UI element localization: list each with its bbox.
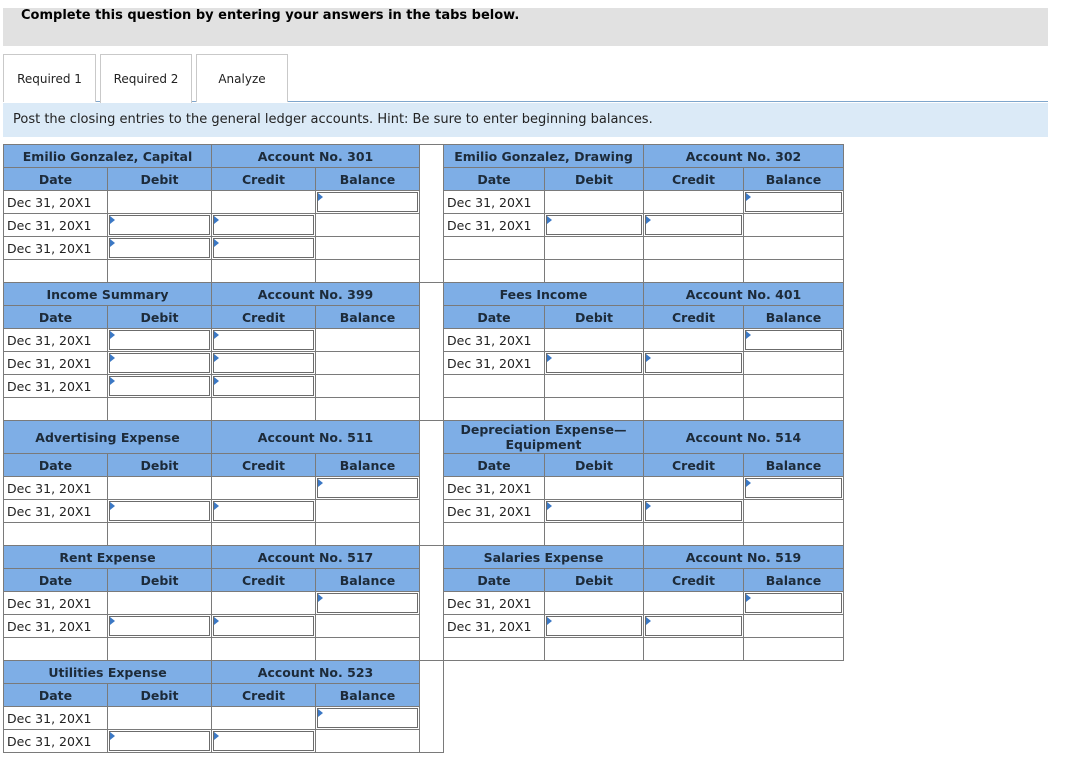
account-name: Salaries Expense — [443, 545, 644, 569]
input-marker-icon — [214, 502, 219, 510]
ledger-cell — [315, 637, 420, 661]
ledger-cell — [107, 397, 212, 421]
credit-header: Credit — [211, 683, 316, 707]
balance-header: Balance — [315, 453, 420, 477]
emilio-gonzalez-drawing-credit-input-row2[interactable] — [645, 215, 742, 235]
ledger-cell — [544, 591, 644, 615]
ledger-cell — [315, 522, 420, 546]
ledger-cell — [643, 522, 744, 546]
utilities-expense-debit-input-row2[interactable] — [109, 731, 210, 751]
emilio-gonzalez-capital-credit-input-row3[interactable] — [213, 238, 314, 258]
ledger-cell — [743, 499, 844, 523]
date-cell: Dec 31, 20X1 — [3, 499, 108, 523]
input-marker-icon — [110, 502, 115, 510]
balance-header: Balance — [743, 167, 844, 191]
input-marker-icon — [746, 594, 751, 602]
ledger-cell — [643, 637, 744, 661]
account-name: Income Summary — [3, 282, 212, 306]
date-header: Date — [443, 167, 545, 191]
ledger-cell — [643, 236, 744, 260]
ledger-cell — [315, 236, 420, 260]
date-cell: Dec 31, 20X1 — [3, 476, 108, 500]
ledger-cell — [315, 614, 420, 638]
date-header: Date — [3, 683, 108, 707]
input-marker-icon — [110, 216, 115, 224]
ledger-cell — [743, 213, 844, 237]
income-summary-debit-input-row2[interactable] — [109, 353, 210, 373]
instructions-banner — [3, 8, 1048, 46]
emilio-gonzalez-drawing-balance-input-row1[interactable] — [745, 192, 842, 212]
debit-header: Debit — [107, 305, 212, 329]
income-summary-credit-input-row3[interactable] — [213, 376, 314, 396]
emilio-gonzalez-capital-debit-input-row3[interactable] — [109, 238, 210, 258]
date-cell: Dec 31, 20X1 — [3, 614, 108, 638]
account-number: Account No. 523 — [211, 660, 420, 684]
date-cell: Dec 31, 20X1 — [443, 614, 545, 638]
credit-header: Credit — [211, 305, 316, 329]
date-cell: Dec 31, 20X1 — [3, 213, 108, 237]
input-marker-icon — [646, 354, 651, 362]
date-cell: Dec 31, 20X1 — [3, 236, 108, 260]
ledger-cell — [544, 476, 644, 500]
input-marker-icon — [646, 216, 651, 224]
input-marker-icon — [318, 479, 323, 487]
ledger-cell — [544, 236, 644, 260]
ledger-cell — [107, 190, 212, 214]
balance-header: Balance — [315, 167, 420, 191]
tab-required-2[interactable]: Required 2 — [100, 54, 192, 103]
spacer-column — [419, 545, 444, 661]
date-header: Date — [443, 305, 545, 329]
date-header: Date — [443, 453, 545, 477]
input-marker-icon — [547, 216, 552, 224]
balance-header: Balance — [743, 568, 844, 592]
account-name: Emilio Gonzalez, Capital — [3, 144, 212, 168]
ledger-cell — [643, 190, 744, 214]
income-summary-debit-input-row3[interactable] — [109, 376, 210, 396]
ledger-cell — [211, 637, 316, 661]
account-number: Account No. 517 — [211, 545, 420, 569]
instruction-text: Post the closing entries to the general ledger accounts. Hint: Be sure to enter beginning balances. — [13, 112, 653, 127]
ledger-cell — [544, 259, 644, 283]
utilities-expense-balance-input-row1[interactable] — [317, 708, 418, 728]
date-cell: Dec 31, 20X1 — [3, 591, 108, 615]
empty-cell — [3, 522, 108, 546]
date-cell: Dec 31, 20X1 — [3, 190, 108, 214]
date-cell: Dec 31, 20X1 — [3, 729, 108, 753]
input-marker-icon — [214, 732, 219, 740]
input-marker-icon — [110, 732, 115, 740]
banner-text: Complete this question by entering your answers in the tabs below. — [21, 8, 520, 23]
input-marker-icon — [214, 617, 219, 625]
ledger-cell — [315, 729, 420, 753]
credit-header: Credit — [211, 568, 316, 592]
account-number: Account No. 519 — [643, 545, 844, 569]
spacer-column — [419, 282, 444, 421]
spacer-column — [419, 420, 444, 546]
account-number: Account No. 511 — [211, 420, 420, 454]
ledger-cell — [544, 328, 644, 352]
salaries-expense-balance-input-row1[interactable] — [745, 593, 842, 613]
ledger-cell — [643, 328, 744, 352]
ledger-cell — [211, 591, 316, 615]
debit-header: Debit — [544, 568, 644, 592]
spacer-column — [419, 144, 444, 283]
ledger-cell — [315, 374, 420, 398]
empty-cell — [443, 637, 545, 661]
ledger-cell — [211, 259, 316, 283]
ledger-cell — [315, 213, 420, 237]
balance-header: Balance — [743, 453, 844, 477]
date-cell: Dec 31, 20X1 — [443, 190, 545, 214]
empty-cell — [3, 637, 108, 661]
account-number: Account No. 302 — [643, 144, 844, 168]
ledger-cell — [643, 591, 744, 615]
account-name: Utilities Expense — [3, 660, 212, 684]
ledger-cell — [743, 374, 844, 398]
input-marker-icon — [110, 617, 115, 625]
debit-header: Debit — [544, 167, 644, 191]
debit-header: Debit — [107, 167, 212, 191]
date-header: Date — [3, 568, 108, 592]
ledger-cell — [544, 397, 644, 421]
debit-header: Debit — [107, 568, 212, 592]
income-summary-credit-input-row1[interactable] — [213, 330, 314, 350]
ledger-cell — [643, 374, 744, 398]
tab-analyze[interactable]: Analyze — [196, 54, 288, 102]
date-cell: Dec 31, 20X1 — [3, 351, 108, 375]
emilio-gonzalez-capital-balance-input-row1[interactable] — [317, 192, 418, 212]
balance-header: Balance — [743, 305, 844, 329]
input-marker-icon — [318, 594, 323, 602]
debit-header: Debit — [544, 305, 644, 329]
date-cell: Dec 31, 20X1 — [3, 374, 108, 398]
ledger-cell — [544, 637, 644, 661]
input-marker-icon — [746, 193, 751, 201]
ledger-cell — [743, 351, 844, 375]
ledger-cell — [643, 259, 744, 283]
input-marker-icon — [214, 331, 219, 339]
empty-cell — [443, 397, 545, 421]
empty-cell — [443, 259, 545, 283]
ledger-cell — [544, 374, 644, 398]
instruction-bar — [3, 103, 1048, 137]
rent-expense-debit-input-row2[interactable] — [109, 616, 210, 636]
date-cell: Dec 31, 20X1 — [443, 591, 545, 615]
utilities-expense-credit-input-row2[interactable] — [213, 731, 314, 751]
empty-cell — [443, 236, 545, 260]
advertising-expense-balance-input-row1[interactable] — [317, 478, 418, 498]
ledger-cell — [743, 522, 844, 546]
ledger-cell — [643, 476, 744, 500]
credit-header: Credit — [643, 568, 744, 592]
depreciation-expense-equipment-credit-input-row2[interactable] — [645, 501, 742, 521]
ledger-cell — [107, 637, 212, 661]
ledger-cell — [211, 397, 316, 421]
date-header: Date — [3, 305, 108, 329]
ledger-cell — [544, 190, 644, 214]
input-marker-icon — [318, 709, 323, 717]
input-marker-icon — [746, 331, 751, 339]
input-marker-icon — [214, 216, 219, 224]
date-cell: Dec 31, 20X1 — [3, 328, 108, 352]
depreciation-expense-equipment-balance-input-row1[interactable] — [745, 478, 842, 498]
empty-cell — [3, 397, 108, 421]
input-marker-icon — [646, 502, 651, 510]
advertising-expense-credit-input-row2[interactable] — [213, 501, 314, 521]
date-header: Date — [3, 453, 108, 477]
credit-header: Credit — [643, 167, 744, 191]
fees-income-credit-input-row2[interactable] — [645, 353, 742, 373]
input-marker-icon — [110, 377, 115, 385]
input-marker-icon — [547, 617, 552, 625]
account-number: Account No. 514 — [643, 420, 844, 454]
input-marker-icon — [214, 239, 219, 247]
ledger-cell — [107, 706, 212, 730]
input-marker-icon — [547, 502, 552, 510]
balance-header: Balance — [315, 568, 420, 592]
ledger-cell — [315, 351, 420, 375]
date-header: Date — [3, 167, 108, 191]
advertising-expense-debit-input-row2[interactable] — [109, 501, 210, 521]
account-number: Account No. 301 — [211, 144, 420, 168]
account-number: Account No. 401 — [643, 282, 844, 306]
salaries-expense-debit-input-row2[interactable] — [546, 616, 642, 636]
input-marker-icon — [110, 331, 115, 339]
income-summary-debit-input-row1[interactable] — [109, 330, 210, 350]
empty-cell — [3, 259, 108, 283]
account-name: Fees Income — [443, 282, 644, 306]
ledger-cell — [743, 259, 844, 283]
ledger-cell — [743, 397, 844, 421]
input-marker-icon — [547, 354, 552, 362]
input-marker-icon — [646, 617, 651, 625]
account-name: Emilio Gonzalez, Drawing — [443, 144, 644, 168]
date-header: Date — [443, 568, 545, 592]
tab-required-1[interactable]: Required 1 — [3, 54, 96, 102]
salaries-expense-credit-input-row2[interactable] — [645, 616, 742, 636]
credit-header: Credit — [211, 453, 316, 477]
fees-income-balance-input-row1[interactable] — [745, 330, 842, 350]
credit-header: Credit — [643, 453, 744, 477]
rent-expense-balance-input-row1[interactable] — [317, 593, 418, 613]
empty-cell — [443, 374, 545, 398]
input-marker-icon — [214, 377, 219, 385]
credit-header: Credit — [211, 167, 316, 191]
input-marker-icon — [110, 239, 115, 247]
ledger-cell — [315, 328, 420, 352]
debit-header: Debit — [544, 453, 644, 477]
ledger-cell — [743, 236, 844, 260]
tab-bar — [3, 54, 1048, 102]
ledger-cell — [743, 637, 844, 661]
emilio-gonzalez-capital-credit-input-row2[interactable] — [213, 215, 314, 235]
ledger-cell — [107, 476, 212, 500]
date-cell: Dec 31, 20X1 — [443, 213, 545, 237]
date-cell: Dec 31, 20X1 — [443, 328, 545, 352]
ledger-cell — [107, 591, 212, 615]
input-marker-icon — [214, 354, 219, 362]
debit-header: Debit — [107, 453, 212, 477]
balance-header: Balance — [315, 683, 420, 707]
ledger-cell — [315, 259, 420, 283]
ledger-cell — [107, 259, 212, 283]
ledger-cell — [315, 499, 420, 523]
rent-expense-credit-input-row2[interactable] — [213, 616, 314, 636]
account-name: Advertising Expense — [3, 420, 212, 454]
ledger-cell — [743, 614, 844, 638]
date-cell: Dec 31, 20X1 — [443, 499, 545, 523]
date-cell: Dec 31, 20X1 — [443, 351, 545, 375]
debit-header: Debit — [107, 683, 212, 707]
ledger-cell — [211, 522, 316, 546]
emilio-gonzalez-capital-debit-input-row2[interactable] — [109, 215, 210, 235]
emilio-gonzalez-drawing-debit-input-row2[interactable] — [546, 215, 642, 235]
input-marker-icon — [110, 354, 115, 362]
ledger-cell — [315, 397, 420, 421]
account-name: Rent Expense — [3, 545, 212, 569]
income-summary-credit-input-row2[interactable] — [213, 353, 314, 373]
ledger-cell — [643, 397, 744, 421]
fees-income-debit-input-row2[interactable] — [546, 353, 642, 373]
account-number: Account No. 399 — [211, 282, 420, 306]
depreciation-expense-equipment-debit-input-row2[interactable] — [546, 501, 642, 521]
account-name: Depreciation Expense— Equipment — [443, 420, 644, 454]
ledger-cell — [107, 522, 212, 546]
ledger-cell — [211, 476, 316, 500]
date-cell: Dec 31, 20X1 — [443, 476, 545, 500]
ledger-cell — [211, 706, 316, 730]
date-cell: Dec 31, 20X1 — [3, 706, 108, 730]
spacer-column — [419, 660, 444, 753]
ledger-cell — [211, 190, 316, 214]
ledger-cell — [544, 522, 644, 546]
balance-header: Balance — [315, 305, 420, 329]
credit-header: Credit — [643, 305, 744, 329]
input-marker-icon — [746, 479, 751, 487]
empty-cell — [443, 522, 545, 546]
input-marker-icon — [318, 193, 323, 201]
